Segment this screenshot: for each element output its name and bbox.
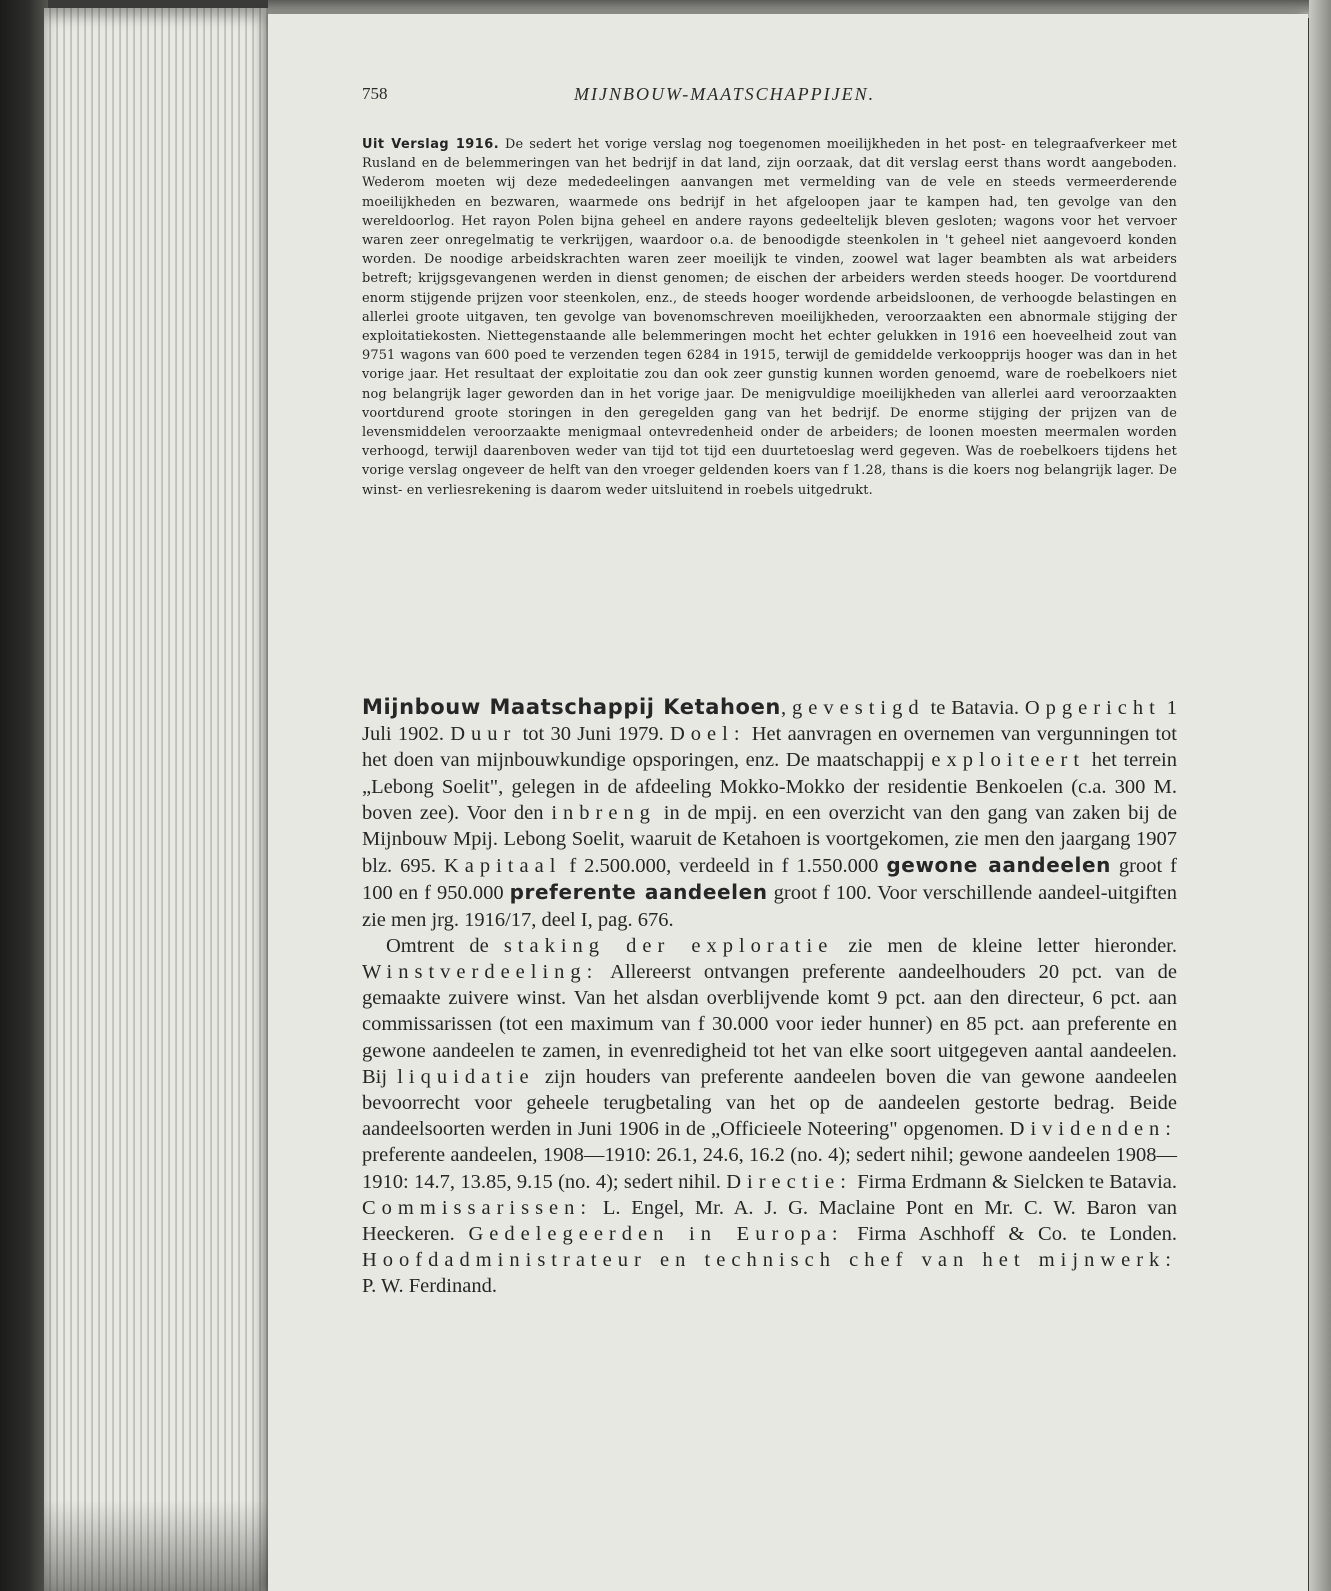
entry-text: te Batavia. xyxy=(924,697,1025,719)
keyword-opgericht: Opgericht xyxy=(1024,697,1161,719)
book-binding xyxy=(0,0,48,1591)
entry-text: 1 Juli 1902. xyxy=(362,697,1178,746)
report-lead: Uit Verslag 1916. xyxy=(362,137,500,152)
keyword-inbreng: inbreng xyxy=(551,801,656,824)
page-number: 758 xyxy=(362,84,388,103)
entry-text: , xyxy=(780,697,793,719)
entry-text: Firma Aschhoff & Co. te Londen. xyxy=(843,1223,1177,1246)
keyword-staking: staking der exploratie xyxy=(503,934,834,957)
bold-preferente-aandeelen: preferente aandeelen xyxy=(509,880,768,905)
entry-text: Het aanvragen en overnemen van vergunningen tot het doen van mijnbouwkundige opsporingen, enz. De maatschappij xyxy=(362,723,1177,772)
keyword-gedelegeerden: Gedelegeerden in Europa: xyxy=(468,1223,844,1246)
keyword-commissarissen: Commissarissen: xyxy=(362,1196,593,1219)
entry-text: in de mpij. en een overzicht van den gang van zaken bij de Mijnbouw Mpij. Lebong Soelit, waaruit de Ketahoen is voortgekomen, zie men den jaargang 1907 blz. 695. xyxy=(362,801,1177,878)
entry-text: het terrein „Lebong Soelit", gelegen in de afdeeling Mokko-Mokko der residentie Benkoelen (c.a. 300 M. boven zee). Voor den xyxy=(362,749,1177,824)
right-page-edge xyxy=(1309,0,1331,1591)
report-text: De sedert het vorige verslag nog toegenomen moeilijkheden in het post- en telegraafverkeer met Rusland en de belemmeringen van het bedrijf in dat land, zijn oorzaak, dat dit verslag eerst thans wordt aangeboden. Wederom moeten wij deze mededeelingen aanvangen met vermelding van de vele en steeds vermeerderende moeilijkheden en bezwaren, waarmede ons bedrijf in het afgeloopen jaar te kampen had, ten gevolge van den wereldoorlog. Het rayon Polen bijna geheel en andere rayons gedeeltelijk bleven gesloten; wagons voor het vervoer waren zeer onregelmatig te verkrijgen, waardoor o.a. de benoodigde steenkolen in 't geheel niet aangevoerd konden worden. De noodige arbeidskrachten waren zeer moeilijk te vinden, zoowel wat lager beambten als wat arbeiders betreft; krijgsgevangenen werden in dienst genomen; de eischen der arbeiders werden steeds hooger. De voortdurend enorm stijgende prijzen voor steenkolen, enz., de steeds hooger wordende arbeidsloonen, de verhoogde belastingen en allerlei groote uitgaven, ten gevolge van bovenomschreven moeilijkheden, veroorzaakten een abnormale stijging der exploitatiekosten. Niettegenstaande alle belemmeringen mocht het echter gelukken in 1916 een hoeveelheid zout van 9751 wagons van 600 poed te verzenden tegen 6284 in 1915, terwijl de gemiddelde verkoopprijs hooger was dan in het vorige jaar. Het resultaat der exploitatie zou dan ook zeer gunstig kunnen worden genoemd, ware de roebelkoers niet nog belangrijk lager geworden dan in het vorige jaar. De menigvuldige moeilijkheden van allerlei aard veroorzaakten voortdurend groote storingen in den geregelden gang van het bedrijf. De enorme stijging der prijzen van de levensmiddelen veroorzaakte menigmaal ontevredenheid onder de arbeiders; de loonen moesten meermalen worden verhoogd, terwijl daarenboven weder van tijd tot tijd een duurtetoeslag werd gegeven. Was de roebelkoers tijdens het vorige verslag ongeveer de helft van den vroeger geldenden koers van f 1.28, thans is die koers nog belangrijk lager. De winst- en verliesrekening is daarom weder uitsluitend in roebels uitgedrukt. xyxy=(362,137,1177,498)
page-header xyxy=(362,84,1172,114)
entry-text: Omtrent de xyxy=(386,934,504,957)
keyword-directie: Directie: xyxy=(726,1170,852,1193)
page-edges-shadow xyxy=(44,1500,276,1591)
keyword-kapitaal: Kapitaal xyxy=(443,855,562,878)
entry-text: groot f 100 en f 950.000 xyxy=(362,855,1177,905)
stacked-page-edges xyxy=(44,8,276,1591)
entry-text: preferente aandeelen, 1908—1910: 26.1, 24.6, 16.2 (no. 4); sedert nihil; gewone aandeelen 1908—1910: 14.7, 13.85, 9.15 (no. 4); sedert nihil. xyxy=(362,1144,1177,1193)
report-paragraph xyxy=(362,135,1177,500)
entry-text: groot f 100. Voor verschillende aandeel-uitgiften zie men jrg. 1916/17, deel I, pag. 676. xyxy=(362,882,1177,931)
entry-text: Firma Erdmann & Sielcken te Batavia. xyxy=(851,1170,1177,1193)
entry-text: f 2.500.000, verdeeld in f 1.550.000 xyxy=(561,855,887,878)
entry-text: zie men de kleine letter hieronder. xyxy=(833,934,1178,957)
keyword-winstverdeeling: Winstverdeeling: xyxy=(362,961,599,984)
keyword-hoofdadministrateur: Hoofdadministrateur en technisch chef van het mijnwerk: xyxy=(362,1249,1177,1272)
company-name: Mijnbouw Maatschappij Ketahoen xyxy=(362,695,781,719)
entry-paragraph-1 xyxy=(362,694,1177,933)
entry-text: zijn houders van preferente aandeelen boven die van gewone aandeelen bevoorrecht voor geheele terugbetaling van het op de aandeelen gestorte bedrag. Beide aandeelsoorten werden in Juni 1906 in de „Officieele Noteering" opgenomen. xyxy=(362,1065,1177,1141)
keyword-doel: Doel: xyxy=(669,723,746,746)
company-entry xyxy=(362,694,1177,1300)
entry-text: L. Engel, Mr. A. J. G. Maclaine Pont en Mr. C. W. Baron van Heeckeren. xyxy=(362,1196,1177,1246)
running-head: MIJNBOUW-MAATSCHAPPIJEN. xyxy=(574,84,876,104)
entry-text: Allereerst ontvangen preferente aandeelhouders 20 pct. van de gemaakte zuivere winst. Van het alsdan overblijvende komt 9 pct. aan den directeur, 6 pct. aan commissarissen (tot een maximum van f 30.000 voor ieder hunner) en 85 pct. aan preferente en gewone aandeelen te zamen, in evenredigheid tot het van elke soort uitgegeven aantal aandeelen. Bij xyxy=(362,961,1177,1088)
entry-text: tot 30 Juni 1979. xyxy=(516,723,670,746)
entry-text: P. W. Ferdinand. xyxy=(362,1275,497,1298)
bold-gewone-aandeelen: gewone aandeelen xyxy=(886,853,1111,878)
keyword-liquidatie: liquidatie xyxy=(397,1065,535,1088)
keyword-duur: Duur xyxy=(450,723,517,746)
keyword-exploiteert: exploiteert xyxy=(931,749,1086,772)
keyword-dividenden: Dividenden: xyxy=(1009,1118,1177,1141)
keyword-gevestigd: gevestigd xyxy=(792,697,925,719)
entry-paragraph-2 xyxy=(362,933,1177,1300)
